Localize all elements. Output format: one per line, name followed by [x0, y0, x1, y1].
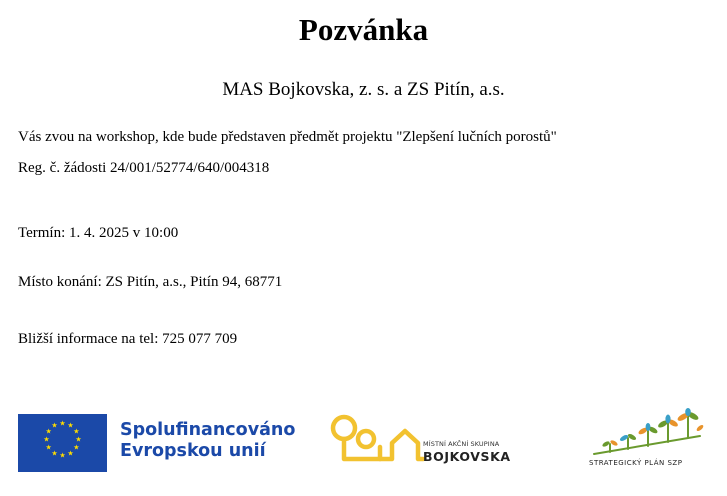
contact-info: Bližší informace na tel: 725 077 709 — [18, 331, 238, 347]
svg-text:★: ★ — [45, 443, 52, 452]
svg-text:★: ★ — [67, 449, 74, 458]
mas-name: BOJKOVSKA — [423, 449, 511, 464]
eu-text-line1: Spolufinancováno — [120, 420, 296, 440]
registration-number: Reg. č. žádosti 24/001/52774/640/004318 — [18, 160, 270, 176]
svg-text:★: ★ — [59, 419, 66, 428]
invitation-text: Vás zvou na workshop, kde bude představen předmět projektu "Zlepšení lučních porostů" — [18, 129, 557, 145]
svg-text:★: ★ — [67, 421, 74, 430]
eu-flag-icon — [18, 414, 107, 472]
svg-text:★: ★ — [43, 435, 50, 444]
mas-bojkovska-logo-icon — [330, 413, 426, 465]
svg-text:★: ★ — [73, 443, 80, 452]
mas-subtitle: MÍSTNÍ AKČNÍ SKUPINA — [423, 440, 500, 448]
eu-cofinanced-text — [120, 420, 310, 462]
event-venue: Místo konání: ZS Pitín, a.s., Pitín 94, 68771 — [18, 274, 283, 290]
eu-text-line2: Evropskou unií — [120, 441, 266, 461]
svg-text:★: ★ — [59, 451, 66, 460]
svg-text:★: ★ — [51, 421, 58, 430]
strategic-plan-szp-text: STRATEGICKÝ PLÁN SZP — [589, 459, 683, 467]
svg-text:★: ★ — [73, 427, 80, 436]
organizers: MAS Bojkovska, z. s. a ZS Pitín, a.s. — [222, 79, 505, 100]
svg-text:★: ★ — [51, 449, 58, 458]
page-title: Pozvánka — [298, 12, 429, 47]
svg-text:★: ★ — [75, 435, 82, 444]
svg-text:★: ★ — [45, 427, 52, 436]
event-date: Termín: 1. 4. 2025 v 10:00 — [18, 225, 179, 241]
strategic-plan-szp-logo-icon — [590, 408, 710, 460]
